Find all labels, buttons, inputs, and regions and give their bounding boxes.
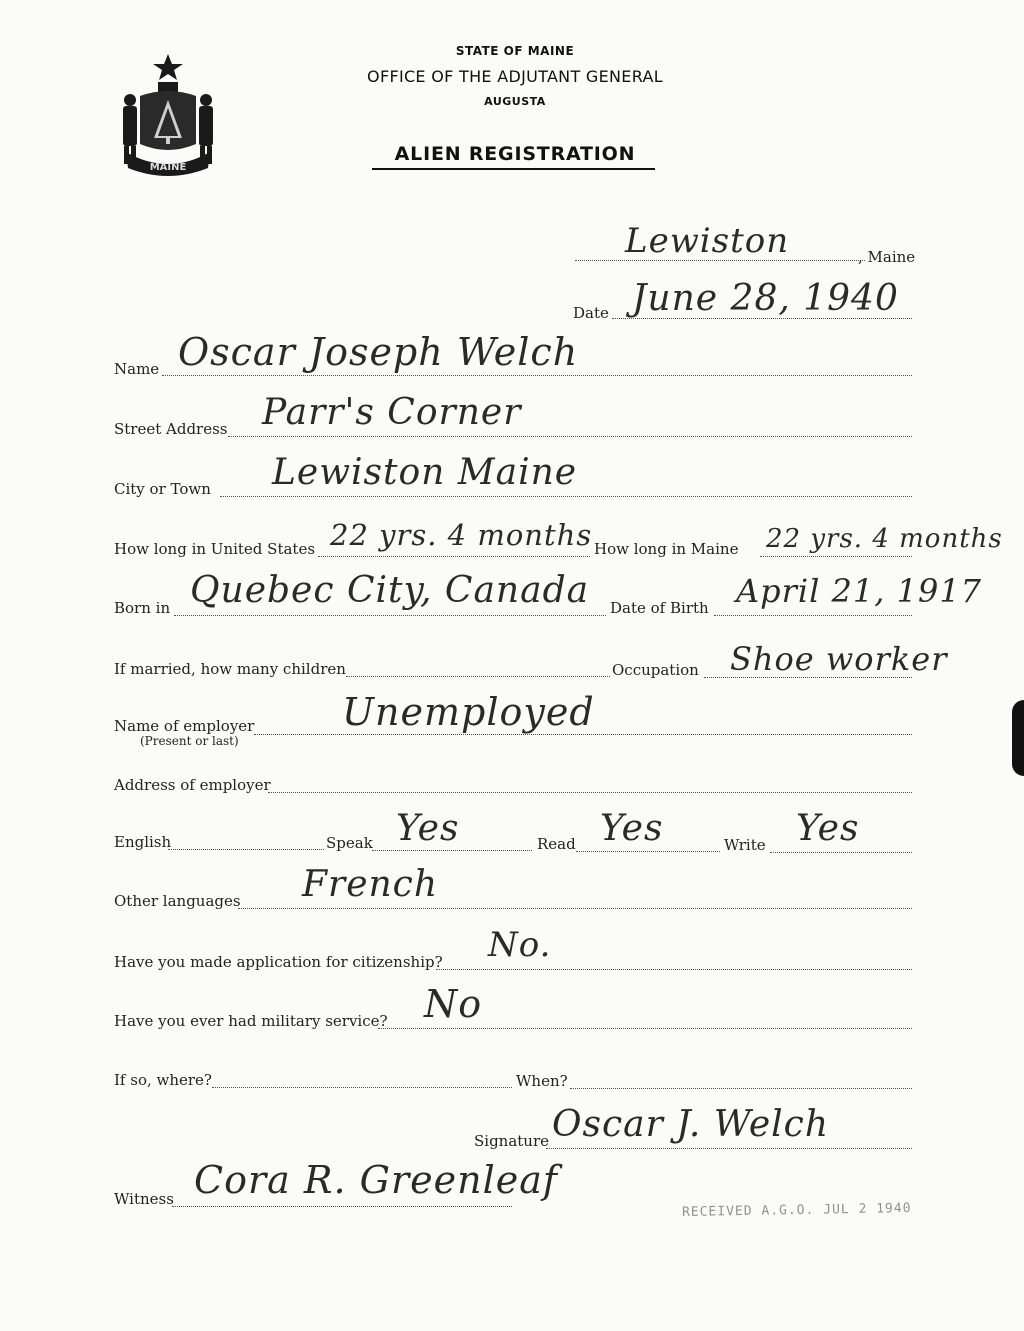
date-of-birth-line (714, 615, 912, 616)
how-long-us-entry: 22 yrs. 4 months (330, 518, 593, 552)
children-label: If married, how many children (114, 660, 346, 678)
employer-address-label: Address of employer (114, 776, 271, 794)
write-line (770, 852, 912, 853)
city-line (220, 496, 912, 497)
when-label: When? (516, 1072, 568, 1090)
speak-line (372, 850, 532, 851)
employer-label: Name of employer (114, 717, 255, 735)
header-city: AUGUSTA (484, 95, 546, 108)
witness-line (172, 1206, 512, 1207)
signature-entry: Oscar J. Welch (552, 1104, 830, 1145)
how-long-maine-entry: 22 yrs. 4 months (766, 524, 1003, 554)
street-address-label: Street Address (114, 420, 228, 438)
city-label: City or Town (114, 480, 211, 498)
form-title: ALIEN REGISTRATION (394, 143, 636, 165)
where-label: If so, where? (114, 1071, 212, 1089)
other-languages-label: Other languages (114, 892, 241, 910)
witness-label: Witness (114, 1190, 174, 1208)
seal-lettering: MAINE (149, 162, 187, 173)
how-long-maine-line (760, 556, 912, 557)
when-line (570, 1088, 912, 1089)
other-languages-line (238, 908, 912, 909)
street-address-entry: Parr's Corner (262, 392, 522, 433)
read-line (576, 851, 720, 852)
city-entry: Lewiston Maine (272, 452, 578, 493)
street-address-line (228, 436, 912, 437)
received-stamp: RECEIVED A.G.O. JUL 2 1940 (681, 1200, 912, 1221)
write-label: Write (724, 836, 766, 854)
speak-label: Speak (326, 834, 373, 852)
read-entry: Yes (600, 808, 664, 849)
employer-line (254, 734, 912, 735)
signature-label: Signature (474, 1132, 550, 1150)
citizenship-line (436, 969, 912, 970)
date-label: Date (573, 304, 609, 322)
born-in-label: Born in (114, 599, 171, 617)
employer-note: (Present or last) (140, 734, 239, 748)
born-in-line (174, 615, 606, 616)
how-long-us-line (318, 556, 590, 557)
military-entry: No (424, 982, 483, 1026)
title-underline (372, 168, 655, 170)
occupation-entry: Shoe worker (730, 640, 948, 678)
date-entry: June 28, 1940 (632, 278, 899, 319)
read-label: Read (537, 835, 576, 853)
english-line (168, 849, 324, 850)
employer-address-line (268, 792, 912, 793)
military-label: Have you ever had military service? (114, 1012, 388, 1030)
header-state: STATE OF MAINE (455, 44, 575, 58)
date-of-birth-label: Date of Birth (610, 599, 709, 617)
how-long-maine-label: How long in Maine (594, 540, 739, 558)
town-entry: Lewiston (625, 221, 790, 261)
signature-line (546, 1148, 912, 1149)
name-label: Name (114, 360, 160, 378)
military-line (378, 1028, 912, 1029)
employer-entry: Unemployed (342, 690, 595, 734)
born-in-entry: Quebec City, Canada (190, 570, 590, 611)
english-label: English (114, 833, 172, 851)
witness-entry: Cora R. Greenleaf (194, 1158, 558, 1202)
maine-label: , Maine (858, 248, 916, 266)
how-long-us-label: How long in United States (114, 540, 316, 558)
speak-entry: Yes (396, 808, 460, 849)
header-office: OFFICE OF THE ADJUTANT GENERAL (367, 67, 663, 86)
name-line (162, 375, 912, 376)
name-entry: Oscar Joseph Welch (178, 330, 579, 374)
other-languages-entry: French (302, 864, 439, 905)
citizenship-label: Have you made application for citizenship? (114, 953, 443, 971)
date-of-birth-entry: April 21, 1917 (736, 572, 983, 610)
occupation-label: Occupation (612, 661, 699, 679)
write-entry: Yes (796, 808, 860, 849)
citizenship-entry: No. (488, 925, 552, 965)
where-line (212, 1087, 512, 1088)
maine-state-seal-icon (112, 52, 224, 180)
binder-hole-mark (1012, 700, 1024, 776)
children-line (346, 676, 610, 677)
